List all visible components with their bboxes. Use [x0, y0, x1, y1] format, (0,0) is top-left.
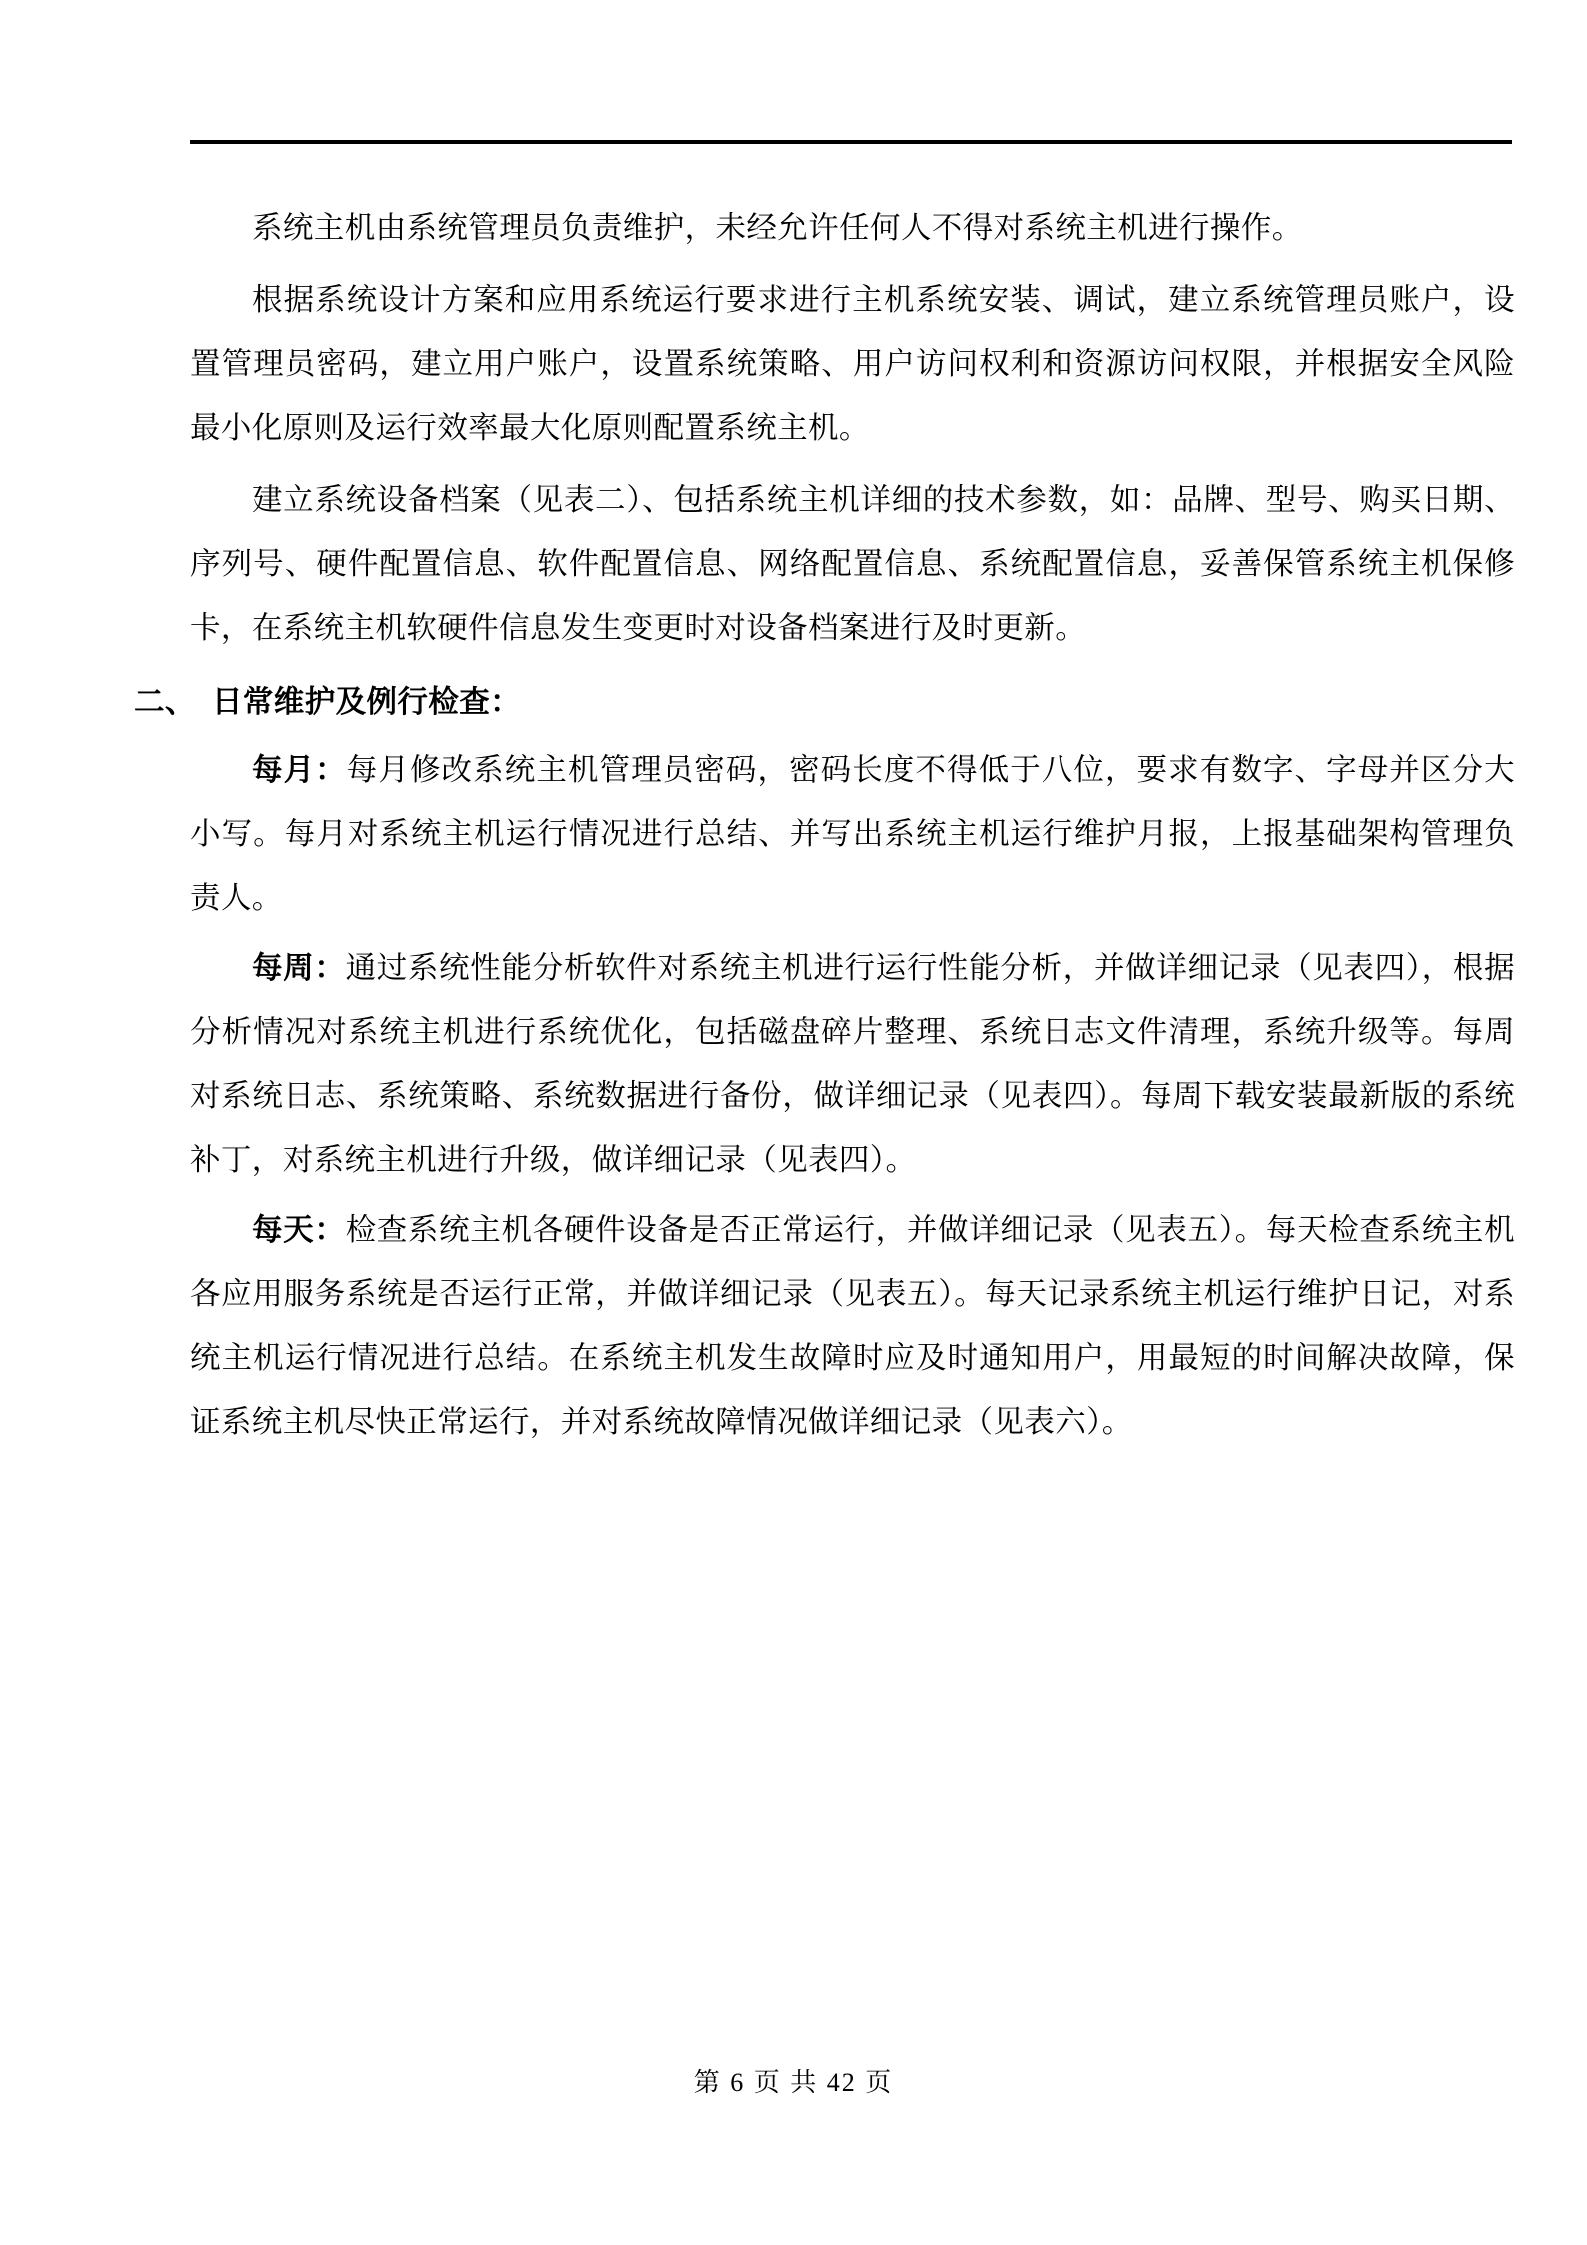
header-divider [190, 140, 1512, 144]
paragraph-equipment-archive: 建立系统设备档案（见表二）、包括系统主机详细的技术参数，如：品牌、型号、购买日期、序列号、硬件配置信息、软件配置信息、网络配置信息、系统配置信息，妥善保管系统主机保修卡，在系统主机软硬件信息发生变更时对设备档案进行及时更新。 [190, 483, 1515, 645]
paragraph-installation-configuration: 根据系统设计方案和应用系统运行要求进行主机系统安装、调试，建立系统管理员账户，设置管理员密码，建立用户账户，设置系统策略、用户访问权利和资源访问权限，并根据安全风险最小化原则及运行效率最大化原则配置系统主机。 [190, 283, 1515, 445]
item-monthly-text: 每月修改系统主机管理员密码，密码长度不得低于八位，要求有数字、字母并区分大小写。每月对系统主机运行情况进行总结、并写出系统主机运行维护月报，上报基础架构管理负责人。 [190, 753, 1515, 915]
document-body [134, 196, 1516, 1460]
item-weekly-label: 每周： [252, 951, 346, 985]
item-monthly [190, 738, 1515, 930]
section-heading-title: 日常维护及例行检查： [212, 685, 521, 719]
paragraph-host-maintenance-responsibility: 系统主机由系统管理员负责维护，未经允许任何人不得对系统主机进行操作。 [252, 211, 1303, 245]
page-footer: 第 6 页 共 42 页 [693, 2068, 894, 2097]
item-daily-label: 每天： [252, 1213, 346, 1247]
item-weekly [190, 936, 1515, 1192]
section-heading-number: 二、 [134, 685, 196, 719]
item-monthly-label: 每月： [252, 753, 347, 787]
section-heading-daily-maintenance [134, 670, 1515, 734]
item-daily [190, 1198, 1515, 1454]
item-weekly-text: 通过系统性能分析软件对系统主机进行运行性能分析，并做详细记录（见表四），根据分析情况对系统主机进行系统优化，包括磁盘碎片整理、系统日志文件清理，系统升级等。每周对系统日志、系统策略、系统数据进行备份，做详细记录（见表四）。每周下载安装最新版的系统补丁，对系统主机进行升级，做详细记录（见表四）。 [190, 951, 1516, 1177]
item-daily-text: 检查系统主机各硬件设备是否正常运行，并做详细记录（见表五）。每天检查系统主机各应用服务系统是否运行正常，并做详细记录（见表五）。每天记录系统主机运行维护日记，对系统主机运行情况进行总结。在系统主机发生故障时应及时通知用户，用最短的时间解决故障，保证系统主机尽快正常运行，并对系统故障情况做详细记录（见表六）。 [190, 1213, 1516, 1439]
